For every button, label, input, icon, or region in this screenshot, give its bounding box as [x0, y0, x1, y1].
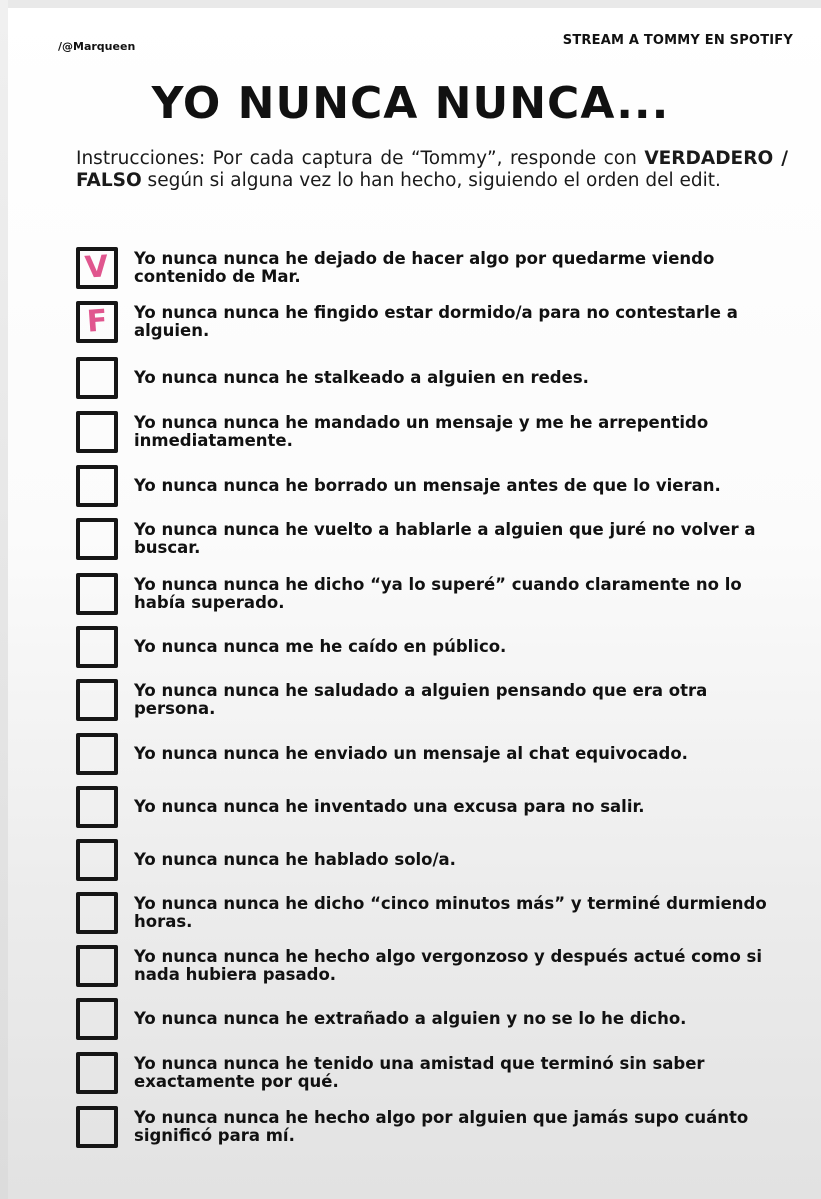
checkbox[interactable] — [76, 1052, 118, 1094]
top-frame — [0, 0, 821, 8]
checklist-item-text: Yo nunca nunca he stalkeado a alguien en redes. — [134, 368, 589, 387]
checkbox[interactable] — [76, 945, 118, 987]
checklist-item-text: Yo nunca nunca he extrañado a alguien y no se lo he dicho. — [134, 1009, 687, 1028]
checklist-item-text: Yo nunca nunca he inventado una excusa para no salir. — [134, 797, 645, 816]
checklist-item — [76, 998, 796, 1040]
checkbox[interactable] — [76, 679, 118, 721]
checkbox[interactable] — [76, 892, 118, 934]
checkbox[interactable] — [76, 518, 118, 560]
checklist-item — [76, 892, 796, 934]
page-title: YO NUNCA NUNCA... — [151, 78, 670, 129]
checkbox[interactable] — [76, 786, 118, 828]
checkbox[interactable] — [76, 573, 118, 615]
checklist-item-text: Yo nunca nunca he dicho “ya lo superé” cuando claramente no lo había superado. — [134, 575, 742, 612]
checkbox[interactable] — [76, 247, 118, 289]
promo-text: STREAM A TOMMY EN SPOTIFY — [562, 33, 793, 48]
checklist-item-text: Yo nunca nunca he saludado a alguien pensando que era otra persona. — [134, 681, 708, 718]
checklist-item-text: Yo nunca nunca he fingido estar dormido/a para no contestarle a alguien. — [134, 303, 738, 340]
checklist-item — [76, 945, 796, 987]
checklist-item — [76, 357, 796, 399]
checkbox[interactable] — [76, 998, 118, 1040]
checklist-item — [76, 411, 796, 453]
checklist-item — [76, 733, 796, 775]
checklist-item — [76, 626, 796, 668]
checkbox[interactable] — [76, 1106, 118, 1148]
checklist-item — [76, 247, 796, 289]
instructions-bold: VERDADERO / FALSO — [76, 148, 788, 191]
instructions — [76, 148, 788, 192]
checkbox[interactable] — [76, 411, 118, 453]
checklist-item-text: Yo nunca nunca he enviado un mensaje al chat equivocado. — [134, 744, 688, 763]
checklist-item — [76, 839, 796, 881]
checkbox[interactable] — [76, 626, 118, 668]
checklist-item — [76, 465, 796, 507]
checkbox[interactable] — [76, 357, 118, 399]
checklist-item-text: Yo nunca nunca he vuelto a hablarle a alguien que juré no volver a buscar. — [134, 520, 756, 557]
checklist-item — [76, 301, 796, 343]
checklist-item-text: Yo nunca nunca he hablado solo/a. — [134, 850, 456, 869]
handwritten-mark: F — [85, 303, 109, 340]
checklist-item-text: Yo nunca nunca me he caído en público. — [134, 637, 507, 656]
checklist-item — [76, 1052, 796, 1094]
checklist-item — [76, 573, 796, 615]
author-handle: /@Marqueen — [58, 40, 136, 53]
checklist-item — [76, 518, 796, 560]
checklist-item — [76, 786, 796, 828]
checkbox[interactable] — [76, 301, 118, 343]
left-frame — [0, 0, 8, 1199]
checklist-item — [76, 679, 796, 721]
checklist-item-text: Yo nunca nunca he hecho algo por alguien que jamás supo cuánto significó para mí. — [134, 1108, 749, 1145]
handwritten-mark: V — [84, 249, 110, 286]
checklist-item-text: Yo nunca nunca he borrado un mensaje antes de que lo vieran. — [134, 476, 721, 495]
checklist-item — [76, 1106, 796, 1148]
checkbox[interactable] — [76, 465, 118, 507]
checkbox[interactable] — [76, 839, 118, 881]
instructions-prefix: Instrucciones: Por cada captura de “Tommy”, responde con — [76, 148, 645, 169]
checklist-item-text: Yo nunca nunca he mandado un mensaje y me he arrepentido inmediatamente. — [134, 413, 709, 450]
checklist-item-text: Yo nunca nunca he dejado de hacer algo por quedarme viendo contenido de Mar. — [134, 249, 715, 286]
checklist-item-text: Yo nunca nunca he dicho “cinco minutos más” y terminé durmiendo horas. — [134, 894, 767, 931]
checklist-item-text: Yo nunca nunca he hecho algo vergonzoso y después actué como si nada hubiera pasado. — [134, 947, 763, 984]
instructions-suffix: según si alguna vez lo han hecho, siguiendo el orden del edit. — [141, 170, 721, 191]
checkbox[interactable] — [76, 733, 118, 775]
checklist-item-text: Yo nunca nunca he tenido una amistad que terminó sin saber exactamente por qué. — [134, 1054, 705, 1091]
